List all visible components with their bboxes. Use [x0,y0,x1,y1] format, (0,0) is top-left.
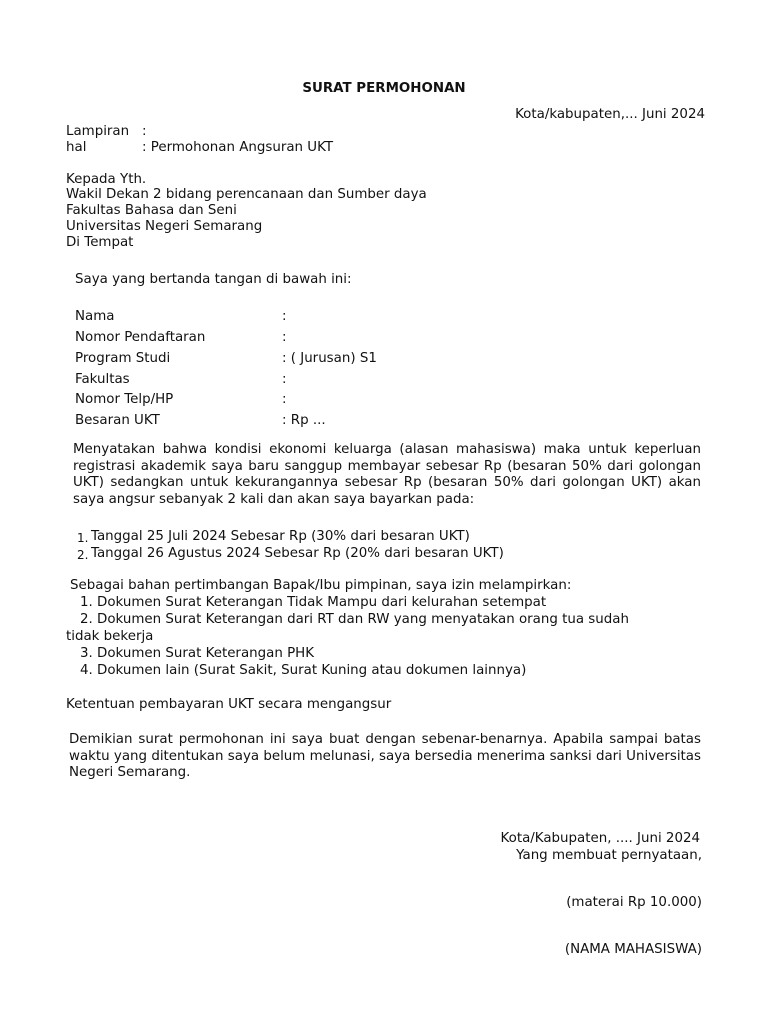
recipient-line: Fakultas Bahasa dan Seni [66,203,237,218]
field-value: : [282,309,287,324]
signature-materai: (materai Rp 10.000) [566,895,702,910]
closing-paragraph: Demikian surat permohonan ini saya buat dengan sebenar-benarnya. Apabila sampai batas waktu yang ditentukan saya belum melunasi, saya bersedia menerima sanksi dari Universitas Negeri Semarang. [69,732,701,780]
recipient-line: Di Tempat [66,235,134,250]
list-item: tidak bekerja [66,629,154,644]
field-label: Fakultas [75,372,130,387]
signature-place-date: Kota/Kabupaten, .... Juni 2024 [500,831,700,846]
signature-maker: Yang membuat pernyataan, [516,848,702,863]
hal-value: : Permohonan Angsuran UKT [142,140,334,155]
list-text: Tanggal 25 Juli 2024 Sebesar Rp (30% dari besaran UKT) [91,529,470,544]
statement-paragraph: Menyatakan bahwa kondisi ekonomi keluarga (alasan mahasiswa) maka untuk keperluan registrasi akademik saya baru sanggup membayar sebesar Rp (besaran 50% dari golongan UKT) sedangkan untuk kekurangannya sebesar Rp (besaran 50% dari golongan UKT) akan saya angsur sebanyak 2 kali dan akan saya bayarkan pada: [73,442,701,507]
hal-label: hal [66,140,87,155]
recipient-line: Universitas Negeri Semarang [66,219,263,234]
field-value: : [282,392,287,407]
list-number: 2. [77,548,89,562]
field-value: : ( Jurusan) S1 [282,351,377,366]
list-item: 1. Dokumen Surat Keterangan Tidak Mampu dari kelurahan setempat [80,595,547,610]
list-item: 3. Dokumen Surat Keterangan PHK [80,646,315,661]
letter-title: SURAT PERMOHONAN [302,81,466,96]
field-label: Program Studi [75,351,171,366]
field-label: Nomor Telp/HP [75,392,174,407]
field-value: : Rp ... [282,413,326,428]
recipient-line: Kepada Yth. [66,172,147,187]
field-value: : [282,330,287,345]
field-value: : [282,372,287,387]
list-text: Tanggal 26 Agustus 2024 Sebesar Rp (20% dari besaran UKT) [91,546,504,561]
signature-name: (NAMA MAHASISWA) [564,942,702,957]
lampiran-colon: : [142,124,147,139]
field-label: Nomor Pendaftaran [75,330,206,345]
place-date-top: Kota/kabupaten,... Juni 2024 [515,107,705,122]
list-number: 1. [77,531,89,545]
intro-text: Saya yang bertanda tangan di bawah ini: [75,272,352,287]
lampiran-label: Lampiran [66,124,130,139]
list-item: 2. Dokumen Surat Keterangan dari RT dan RW yang menyatakan orang tua sudah [80,612,629,627]
recipient-line: Wakil Dekan 2 bidang perencanaan dan Sumber daya [66,187,427,202]
list-item: 4. Dokumen lain (Surat Sakit, Surat Kuning atau dokumen lainnya) [80,663,527,678]
ketentuan-text: Ketentuan pembayaran UKT secara mengangsur [66,697,392,712]
field-label: Besaran UKT [75,413,160,428]
attachments-intro: Sebagai bahan pertimbangan Bapak/Ibu pimpinan, saya izin melampirkan: [70,578,572,593]
field-label: Nama [75,309,115,324]
